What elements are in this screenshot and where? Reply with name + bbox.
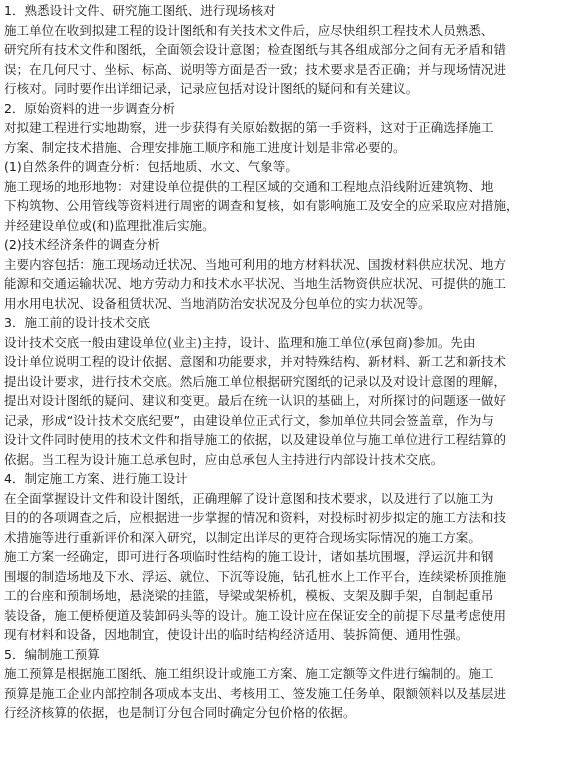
paragraph-line: 误；在几何尺寸、坐标、标高、说明等方面是否一致；技术要求是否正确；并与现场情况进 — [4, 61, 507, 77]
paragraph-line: 设计文件同时使用的技术文件和指导施工的依据，以及建设单位与施工单位进行工程结算的 — [4, 432, 507, 447]
paragraph-line: 设计单位说明工程的设计依据、意图和功能要求，并对特殊结构、新材料、新工艺和新技术 — [4, 354, 507, 369]
section-heading-4: 4．制定施工方案、进行施工设计 — [4, 471, 188, 486]
paragraph-line: 施工预算是根据施工图纸、施工组织设计或施工方案、施工定额等文件进行编制的。施工 — [4, 666, 494, 681]
paragraph-line: 现有材料和设备，因地制宜，使设计出的临时结构经济适用、装拆简便、通用性强。 — [4, 627, 469, 642]
paragraph-line: 依据。当工程为设计施工总承包时，应由总承包人主持进行内部设计技术交底。 — [4, 451, 444, 467]
paragraph-line: 施工方案一经确定，即可进行各项临时性结构的施工设计，诸如基坑围堰，浮运沉井和钢 — [4, 549, 494, 564]
paragraph-line: 方案、制定技术措施、合理安排施工顺序和施工进度计划是非常必要的。 — [4, 139, 406, 155]
paragraph-line: 施工单位在收到拟建工程的设计图纸和有关技术文件后，应尽快组织工程技术人员熟悉、 — [4, 22, 494, 38]
paragraph-line: 研究所有技术文件和图纸，全面领会设计意图；检查图纸与其各组成部分之间有无矛盾和错 — [4, 42, 507, 57]
paragraph-line: 装设备，施工便桥便道及装卸码头等的设计。施工设计应在保证安全的前提下尽量考虑使用 — [4, 607, 507, 623]
paragraph-line: 设计技术交底一般由建设单位(业主)主持，设计、监理和施工单位(承包商)参加。先由 — [4, 334, 476, 350]
paragraph-line: 工的台座和预制场地，悬浇梁的挂篮，导梁或架桥机，模板、支架及脚手架，自制起重吊 — [4, 588, 494, 603]
subsection-heading: (1)自然条件的调查分析：包括地质、水文、气象等。 — [4, 159, 298, 174]
paragraph-line: 记录，形成“设计技术交底纪要”，由建设单位正式行文，参加单位共同会签盖章，作为与 — [4, 412, 494, 428]
subsection-heading: (2)技术经济条件的调查分析 — [4, 237, 160, 252]
section-heading-5: 5．编制施工预算 — [4, 646, 100, 662]
paragraph-line: 围堰的制造场地及下水、浮运、就位、下沉等设施，钻孔桩水上工作平台，连续梁桥顶推施 — [4, 568, 507, 584]
section-heading-1: 1．熟悉设计文件、研究施工图纸、进行现场核对 — [4, 3, 276, 18]
paragraph-line: 在全面掌握设计文件和设计图纸，正确理解了设计意图和技术要求，以及进行了以施工为 — [4, 490, 494, 506]
paragraph-line: 主要内容包括：施工现场动迁状况、当地可利用的地方材料状况、国拨材料供应状况、地方 — [4, 256, 507, 272]
paragraph-line: 行核对。同时要作出详细记录，记录应包括对设计图纸的疑问和有关建议。 — [4, 81, 419, 96]
paragraph-line: 目的的各项调查之后，应根据进一步掌握的情况和资料，对投标时初步拟定的施工方法和技 — [4, 510, 507, 525]
paragraph-line: 用水用电状况、设备租赁状况、当地消防治安状况及分包单位的实力状况等。 — [4, 295, 431, 311]
paragraph-line: 提出设计要求，进行技术交底。然后施工单位根据研究图纸的记录以及对设计意图的理解， — [4, 373, 507, 389]
paragraph-line: 术措施等进行重新评价和深入研究，以制定出详尽的更符合现场实际情况的施工方案。 — [4, 529, 481, 545]
paragraph-line: 预算是施工企业内部控制各项成本支出、考核用工、签发施工任务单、限额领料以及基层进 — [4, 685, 507, 701]
paragraph-line: 下构筑物、公用管线等资料进行周密的调查和复核，如有影响施工及安全的应采取应对措施， — [4, 198, 519, 213]
paragraph-line: 行经济核算的依据，也是制订分包合同时确定分包价格的依据。 — [4, 705, 356, 720]
paragraph-line: 能源和交通运输状况、地方劳动力和技术水平状况、当地生活物资供应状况、可提供的施工 — [4, 276, 507, 291]
paragraph-line: 提出对设计图纸的疑问、建议和变更。最后在统一认识的基础上，对所探讨的问题逐一做好 — [4, 393, 507, 408]
paragraph-line: 对拟建工程进行实地勘察，进一步获得有关原始数据的第一手资料，这对于正确选择施工 — [4, 120, 494, 135]
paragraph-line: 并经建设单位或(和)监理批准后实施。 — [4, 217, 215, 233]
section-heading-3: 3．施工前的设计技术交底 — [4, 315, 151, 330]
paragraph-line: 施工现场的地形地物：对建设单位提供的工程区域的交通和工程地点沿线附近建筑物、地 — [4, 178, 494, 194]
section-heading-2: 2．原始资料的进一步调查分析 — [4, 100, 176, 116]
